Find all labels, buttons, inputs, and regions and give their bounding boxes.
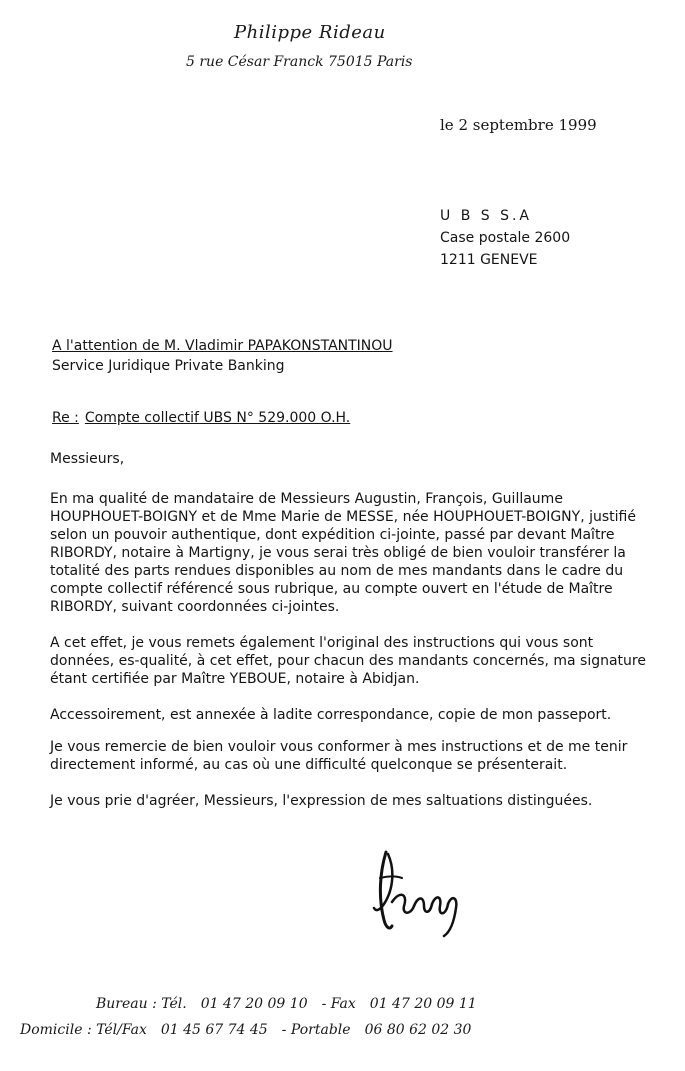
handwritten-signature [366, 842, 476, 942]
letterhead-name: Philippe Rideau [234, 22, 386, 43]
mobile-label: - Portable [281, 1022, 351, 1038]
paragraph-instructions: A cet effet, je vous remets également l'original des instructions qui vous sont données, es-qualité, à cet effet, pour chacun des mandants concernés, ma signature étant certifiée par Maître YEBOUE, notaire à Abidjan. [50, 635, 646, 687]
attention-block [52, 336, 393, 376]
letterhead-address: 5 rue César Franck 75015 Paris [186, 54, 413, 70]
reference-prefix: Re : [52, 410, 79, 426]
fax-number: 01 47 20 09 11 [369, 996, 477, 1012]
home-phone: 01 45 67 74 45 [160, 1022, 268, 1038]
reference-text: Compte collectif UBS N° 529.000 O.H. [84, 410, 351, 426]
attention-department: Service Juridique Private Banking [52, 358, 285, 374]
paragraph-closing: Je vous prie d'agréer, Messieurs, l'expression de mes saltuations distinguées. [50, 793, 593, 809]
paragraph-annex: Accessoirement, est annexée à ladite correspondance, copie de mon passeport. [50, 707, 612, 723]
salutation: Messieurs, [50, 451, 125, 467]
fax-label: - Fax [321, 996, 356, 1012]
paragraph-mandate: En ma qualité de mandataire de Messieurs Augustin, François, Guillaume HOUPHOUET-BOIGNY et de Mme Marie de MESSE, née HOUPHOUET-BOIGNY, justifié selon un pouvoir authentique, dont expédition ci-jointe, passé par devant Maître RIBORDY, notaire à Martigny, je vous serai très obligé de bien vouloir transférer la totalité des parts rendues disponibles au nom de mes mandants dans le cadre du compte collectif référencé sous rubrique, au compte ouvert en l'étude de Maître RIBORDY, suivant coordonnées ci-jointes. [50, 491, 636, 615]
letter-date: le 2 septembre 1999 [440, 116, 597, 134]
footer-home-contact [20, 1022, 471, 1038]
attention-line: A l'attention de M. Vladimir PAPAKONSTANTINOU [52, 338, 393, 354]
recipient-box: Case postale 2600 [440, 230, 571, 246]
recipient-city: 1211 GENEVE [440, 252, 538, 268]
office-phone: 01 47 20 09 10 [200, 996, 308, 1012]
office-label: Bureau : Tél. [96, 996, 187, 1012]
recipient-block [440, 205, 570, 271]
home-label: Domicile : Tél/Fax [20, 1022, 147, 1038]
paragraph-thanks: Je vous remercie de bien vouloir vous conformer à mes instructions et de me tenir directement informé, au cas où une difficulté quelconque se présenterait. [50, 739, 628, 773]
reference-line [52, 410, 350, 426]
recipient-name: U B S S.A [440, 208, 533, 224]
mobile-number: 06 80 62 02 30 [364, 1022, 472, 1038]
letter-body [50, 450, 660, 810]
footer-office-contact [96, 996, 477, 1012]
